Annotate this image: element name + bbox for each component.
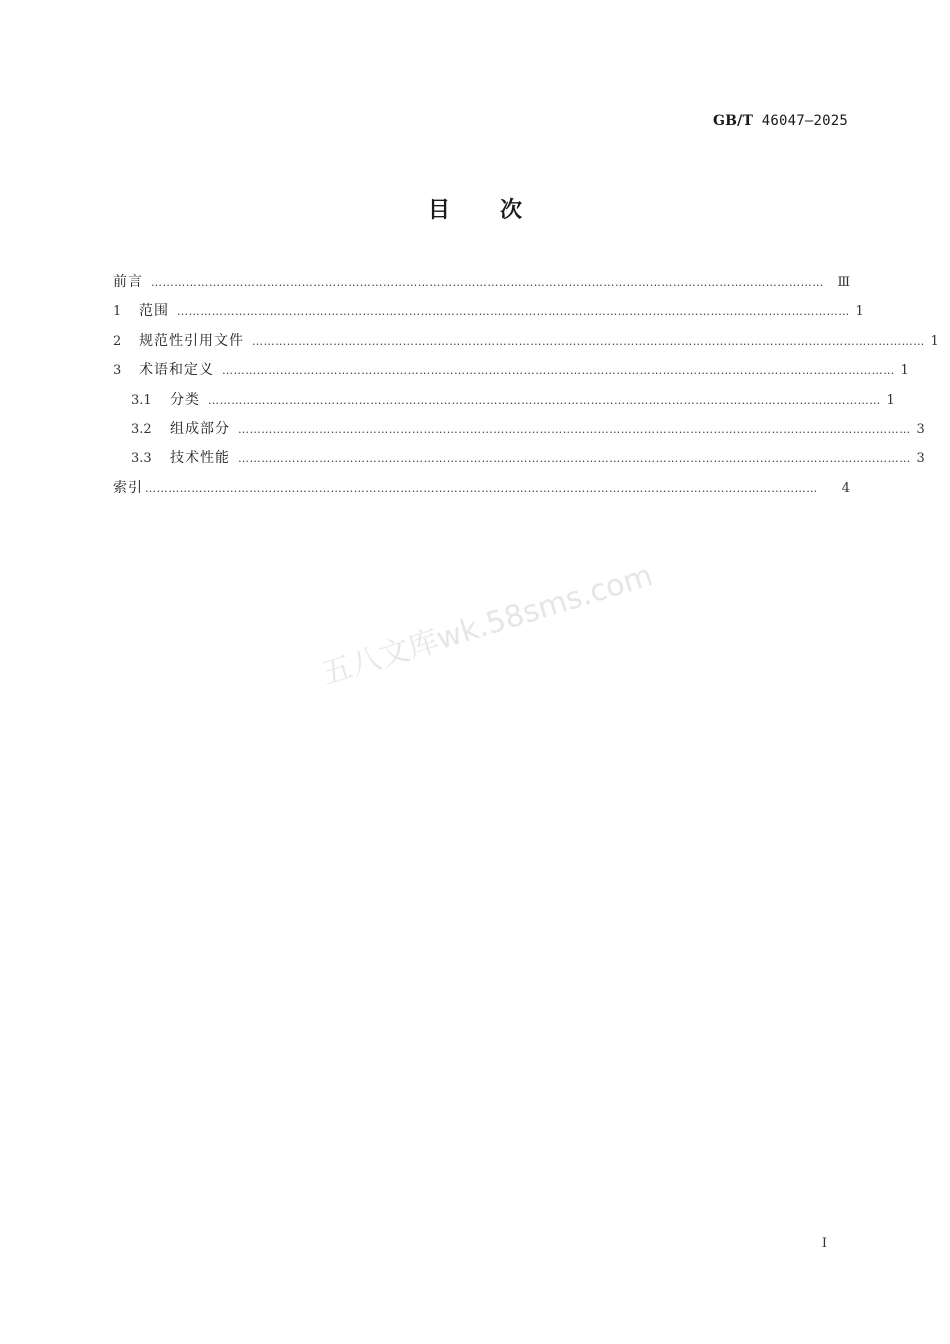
toc-entry-technical-performance[interactable] (113, 448, 925, 477)
toc-entry-foreword[interactable] (113, 272, 850, 301)
toc-entry-index[interactable] (113, 478, 850, 507)
toc-leader-dots: ………………………………………………………………………………………………………………………………………………………… (222, 364, 895, 378)
toc-leader-dots: ………………………………………………………………………………………………………………………………………………………… (177, 305, 850, 319)
title-part-2: 次 (500, 198, 523, 223)
toc-entry-number: 3.3 (131, 451, 152, 467)
toc-entry-label: 索引 (113, 479, 143, 496)
page-folio: I (821, 1236, 827, 1251)
toc-entry-page: Ⅲ (837, 275, 850, 290)
toc-entry-label: 技术性能 (170, 450, 230, 467)
toc-leader-dots: ………………………………………………………………………………………………………………………………………………………… (252, 334, 925, 348)
toc-entry-label: 规范性引用文件 (139, 332, 244, 349)
toc-leader-dots: ………………………………………………………………………………………………………………………………………………………… (208, 393, 881, 407)
toc-leader-dots: ………………………………………………………………………………………………………………………………………………………… (238, 422, 911, 436)
toc-entry-label: 范围 (139, 303, 169, 320)
toc-entry-normative-references[interactable] (113, 331, 939, 360)
standard-code: 46047—2025 (761, 113, 848, 129)
toc-entry-label: 分类 (170, 391, 200, 408)
title-part-1: 目 (427, 198, 450, 223)
toc-leader-dots: ………………………………………………………………………………………………………………………………………………………… (238, 452, 911, 466)
table-of-contents (113, 272, 939, 507)
toc-entry-page: 1 (900, 363, 909, 379)
toc-entry-number: 3 (113, 363, 122, 379)
watermark: 五八文库wk.58sms.com (317, 558, 657, 693)
toc-entry-terms-definitions[interactable] (113, 360, 909, 389)
toc-entry-page: 3 (916, 451, 925, 467)
toc-entry-page: 1 (930, 333, 939, 349)
toc-entry-page: 1 (886, 392, 895, 408)
toc-leader-dots: ………………………………………………………………………………………………………………………………………………………… (145, 481, 818, 495)
toc-entry-number: 2 (113, 333, 122, 349)
toc-leader-dots: ………………………………………………………………………………………………………………………………………………………… (151, 276, 824, 289)
page-title (0, 193, 950, 224)
toc-entry-scope[interactable] (113, 301, 864, 330)
toc-entry-page: 1 (855, 304, 864, 320)
toc-entry-label: 组成部分 (170, 420, 230, 437)
standard-number (713, 113, 848, 129)
toc-entry-number: 3.2 (131, 421, 152, 437)
toc-entry-label: 术语和定义 (139, 362, 214, 379)
toc-entry-number: 3.1 (131, 392, 152, 408)
toc-entry-label: 前言 (113, 274, 143, 290)
toc-entry-page: 4 (841, 480, 850, 496)
toc-entry-components[interactable] (113, 419, 925, 448)
toc-entry-classification[interactable] (113, 390, 895, 419)
toc-entry-page: 3 (916, 421, 925, 437)
toc-entry-number: 1 (113, 304, 122, 320)
standard-prefix: GB/T (712, 113, 754, 129)
